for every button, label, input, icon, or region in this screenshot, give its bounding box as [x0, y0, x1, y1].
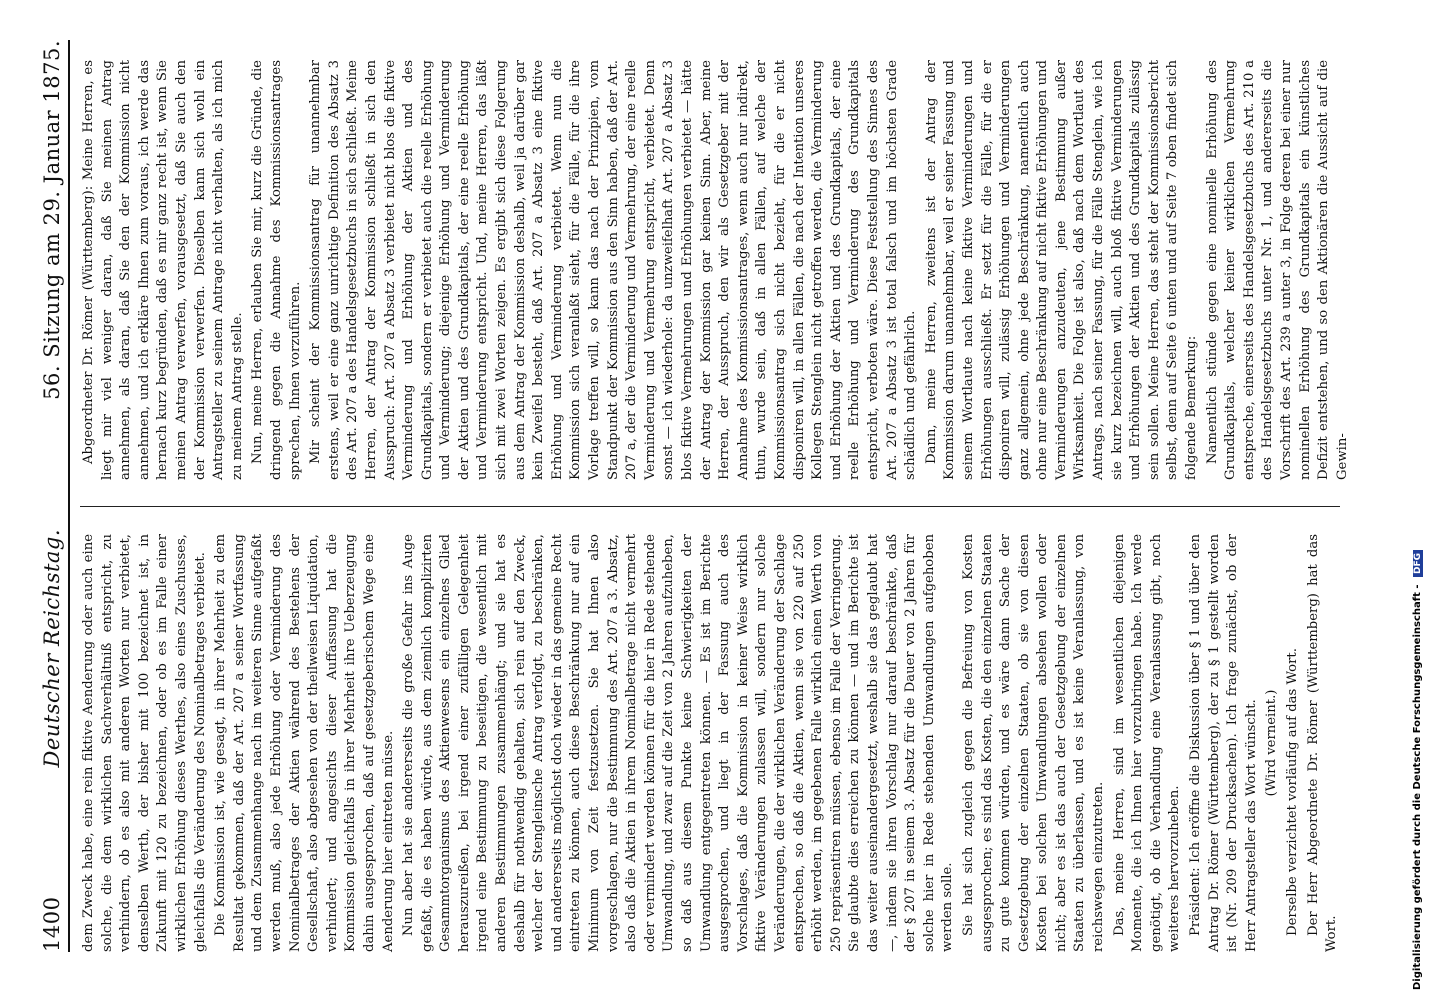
paragraph: Die Kommission ist, wie gesagt, in ihrer Mehrheit zu dem Resultat gekommen, daß der Art. 207 a seiner Wortfassung und dem Zusammenhange nach im weiteren Sinne aufgefaßt werden muß, also jede Erhöhung oder Verminderung des Nominalbetrages der Aktien während des Bestehens der Gesellschaft, also abgesehen von der theilweisen Liquidation, verhindert; und angesichts dieser Auffassung hat die Kommission gleichfalls in ihrer Mehrheit ihre Ueberzeugung dahin ausgesprochen, daß auf gesetzgeberischem Wege eine Aenderung hier eintreten müsse. — [213, 534, 396, 952]
stage-direction: (Wird verneint.) — [1264, 689, 1280, 797]
paragraph: Der Herr Abgeordnete Dr. Römer (Württemberg) hat das Wort. — [1305, 534, 1340, 952]
dfg-logo: DFG — [1413, 550, 1423, 577]
paragraph: Das, meine Herren, sind im wesentlichen diejenigen Momente, die ich Ihnen hier vorzubringen habe. Ich werde genötigt, ob die Verhandlung eine Veranlassung gibt, noch weiteres hervorzuheben. — [1111, 534, 1183, 952]
paragraph: Sie hat sich zugleich gegen die Befreiung von Kosten ausgesprochen; es sind das Kosten, die den einzelnen Staaten zu gute kommen würden, und es wäre dann Sache der Gesetzgebung der einzelnen Staaten, ob sie von diesen Kosten bei solchen Umwandlungen absehen wollen oder nicht; aber es ist das auch der Gesetzgebung der einzelnen Staaten zu überlassen, und es ist keine Veranlassung, von reichswegen einzutreten. — [960, 534, 1107, 952]
paragraph: Dann, meine Herren, zweitens ist der Antrag der Kommission darum unannehmbar, weil er seiner Fassung und seinem Wortlaute nach keine fiktive Verminderungen und Erhöhungen ausschließt. Er setzt für die Fälle, für die er disponiren will, zulässig Erhöhungen und Verminderungen ganz allgemein, ohne jede Beschränkung, namentlich auch ohne nur eine Beschränkung auf nicht fiktive Erhöhungen und Verminderungen anzudeuten, jene Bestimmung außer Wirksamkeit. Die Folge ist also, daß nach dem Wortlaut des Antrags, nach seiner Fassung, für die Fälle Stenglein, wie ich sie kurz bezeichnen will, auch bloß fiktive Verminderungen und Erhöhungen der Aktien und des Grundkapitals zulässig sein sollen. Meine Herren, das steht der Kommissionsbericht selbst, denn auf Seite 6 unten und auf Seite 7 oben findet sich folgende Bemerkung: — [923, 60, 1200, 480]
paragraph: dem Zweck habe, eine rein fiktive Aenderung oder auch eine solche, die dem wirklichen Sachverhältniß entspricht, zu verhindern, ob es also mit anderen Worten nur verbietet, denselben Werth, der bisher mit 100 bezeichnet ist, in Zukunft mit 120 zu bezeichnen, oder ob es im Falle einer wirklichen Erhöhung dieses Werthes, also eines Zuschusses, gleichfalls die Veränderung des Nominalbetrages verbietet. — [81, 534, 208, 952]
digitization-credit — [1412, 550, 1423, 990]
paragraph: Abgeordneter Dr. Römer (Württemberg): Meine Herren, es liegt mir viel weniger daran, daß Sie meinen Antrag annehmen, als daran, daß Sie den der Kommission nicht annehmen, und ich erkläre Ihnen zum voraus, ich werde das hernach kurz begründen, daß es mir ganz recht ist, wenn Sie meinen Antrag verwerfen, vorausgesetzt, daß Sie auch den der Kommission verwerfen. Dieselben kann sich wohl ein Antragsteller zu seinem Antrage nicht verhalten, als ich mich zu meinem Antrag stelle. — [81, 60, 245, 480]
credit-text: Digitalisierung gefördert durch die Deutsche Forschungsgemeinschaft - — [1412, 584, 1423, 990]
column-divider — [80, 506, 1340, 507]
paragraph: Namentlich stünde gegen eine nominelle Erhöhung des Grundkapitals, welcher keiner wirklichen Vermehrung entspreche, einerseits des Handelsgesetzbuchs des Art. 210 a des Handelsgesetzbuchs unter Nr. 1, und andererseits die Vorschrift des Art. 239 a unter 3, in Folge deren bei einer nur nominellen Erhöhung des Grundkapitals ein künstliches Defizit entstehen, und so den Aktionären die Aussicht auf die Gewin- — [1204, 60, 1350, 480]
paragraph: Nun aber hat sie andererseits die große Gefahr ins Auge gefaßt, die es haben würde, aus dem ziemlich komplizirten Gesammtorganismus des Aktienwesens ein einzelnes Glied herauszureißen, bei irgend einer zufälligen Gelegenheit irgend eine Bestimmung zu beseitigen, die wesentlich mit anderen Bestimmungen zusammenhängt; und sie hat es deshalb für nothwendig gehalten, sich rein auf den Zweck, welcher der Stengleinsche Antrag verfolgt, zu beschränken, und andererseits möglichst doch wieder in das gemeine Recht eintreten zu können, auch diese Beschränkung nur auf ein Minimum von Zeit festzusetzen. Sie hat Ihnen also vorgeschlagen, nur die Bestimmung des Art. 207 a 3. Absatz, also daß die Aktien in ihrem Nominalbetrage nicht vermehrt oder vermindert werden können für die hier in Rede stehende Umwandlung, und zwar auf die Zeit von 2 Jahren aufzuheben, so daß aus diesem Punkte keine Schwierigkeiten der Umwandlung entgegentreten können. — Es ist im Berichte ausgesprochen, und liegt in der Fassung auch des Vorschlages, daß die Kommission in keiner Weise wirklich fiktive Veränderungen zulassen will, sondern nur solche Veränderungen, die der wirklichen Veränderung der Sachlage entsprechen, so daß die Aktien, wenn sie von 220 auf 250 erhöht werden, im gegebenen Falle wirklich einen Werth von 250 repräsentiren müssen, ebenso im Falle der Verringerung. Sie glaubte dies erreichen zu können — und im Berichte ist das weiter auseinandergesetzt, weshalb sie das geglaubt hat —, indem sie ihren Vorschlag nur darauf beschränkte, daß der § 207 in seinem 3. Absatz für die Dauer von 2 Jahren für solche hier in Rede stehenden Umwandlungen aufgehoben werden solle. — [401, 534, 956, 952]
paragraph: Mir scheint der Kommissionsantrag für unannehmbar erstens, weil er eine ganz unrichtige Definition des Absatz 3 des Art. 207 a des Handelsgesetzbuchs in sich schließt. Meine Herren, der Antrag der Kommission schließt in sich den Ausspruch: Art. 207 a Absatz 3 verbietet nicht blos die fiktive Verminderung und Erhöhung der Aktien und des Grundkapitals, sondern er verbietet auch die reelle Erhöhung und Verminderung; diejenige Erhöhung und Verminderung der Aktien und des Grundkapitals, der eine reelle Erhöhung und Verminderung entspricht. Und, meine Herren, das läßt sich mit zwei Worten zeigen. Es ergibt sich diese Folgerung aus dem Antrag der Kommission deshalb, weil ja darüber gar kein Zweifel besteht, daß Art. 207 a Absatz 3 eine fiktive Erhöhung und Verminderung verbietet. Wenn nun die Kommission sich veranlaßt sieht, für die Fälle, für die ihre Vorlage treffen will, so kann das nach der Prinzipien, vom Standpunkt der Kommission aus den Sinn haben, daß der Art. 207 a, der die Verminderung und Vermehrung, der eine reelle Verminderung und Vermehrung entspricht, verbietet. Denn sonst — ich wiederhole: da unzweifelhaft Art. 207 a Absatz 3 blos fiktive Vermehrungen und Erhöhungen verbietet — hätte der Antrag der Kommission gar keinen Sinn. Aber, meine Herren, der Ausspruch, den wir als Gesetzgeber mit der Annahme des Kommissionsantrages, wenn auch nur indirekt, thun, wurde sein, daß in allen Fällen, auf welche der Kommissionsantrag sich nicht bezieht, für die er nicht disponiren will, in allen Fällen, die nach der Intention unseres Kollegen Stenglein nicht getroffen werden, die Verminderung und Erhöhung der Aktien und des Grundkapitals, der eine reelle Erhöhung und Verminderung des Grundkapitals entspricht, verboten wäre. Diese Feststellung des Sinnes des Art. 207 a Absatz 3 ist total falsch und im höchsten Grade schädlich und gefährlich. — [308, 60, 919, 480]
text-column-right — [80, 60, 1352, 480]
header-title: Deutscher Reichstag. — [40, 528, 64, 768]
paragraph: Präsident: Ich eröffne die Diskussion über § 1 und über den Antrag Dr. Römer (Württemberg), der zu § 1 gestellt worden ist (Nr. 209 der Drucksachen). Ich frage zunächst, ob der Herr Antragsteller das Wort wünscht. — [1188, 534, 1259, 952]
paragraph: Derselbe verzichtet vorläufig auf das Wort. — [1285, 648, 1300, 936]
session-heading: 56. Sitzung am 29. Januar 1875. — [40, 40, 64, 400]
text-column-left — [80, 534, 1352, 952]
running-head — [30, 40, 70, 952]
paragraph: Nun, meine Herren, erlauben Sie mir, kurz die Gründe, die dringend gegen die Annahme des Kommissionsantrages sprechen, Ihnen vorzuführen. — [250, 60, 303, 480]
page-number: 1400 — [40, 896, 64, 952]
